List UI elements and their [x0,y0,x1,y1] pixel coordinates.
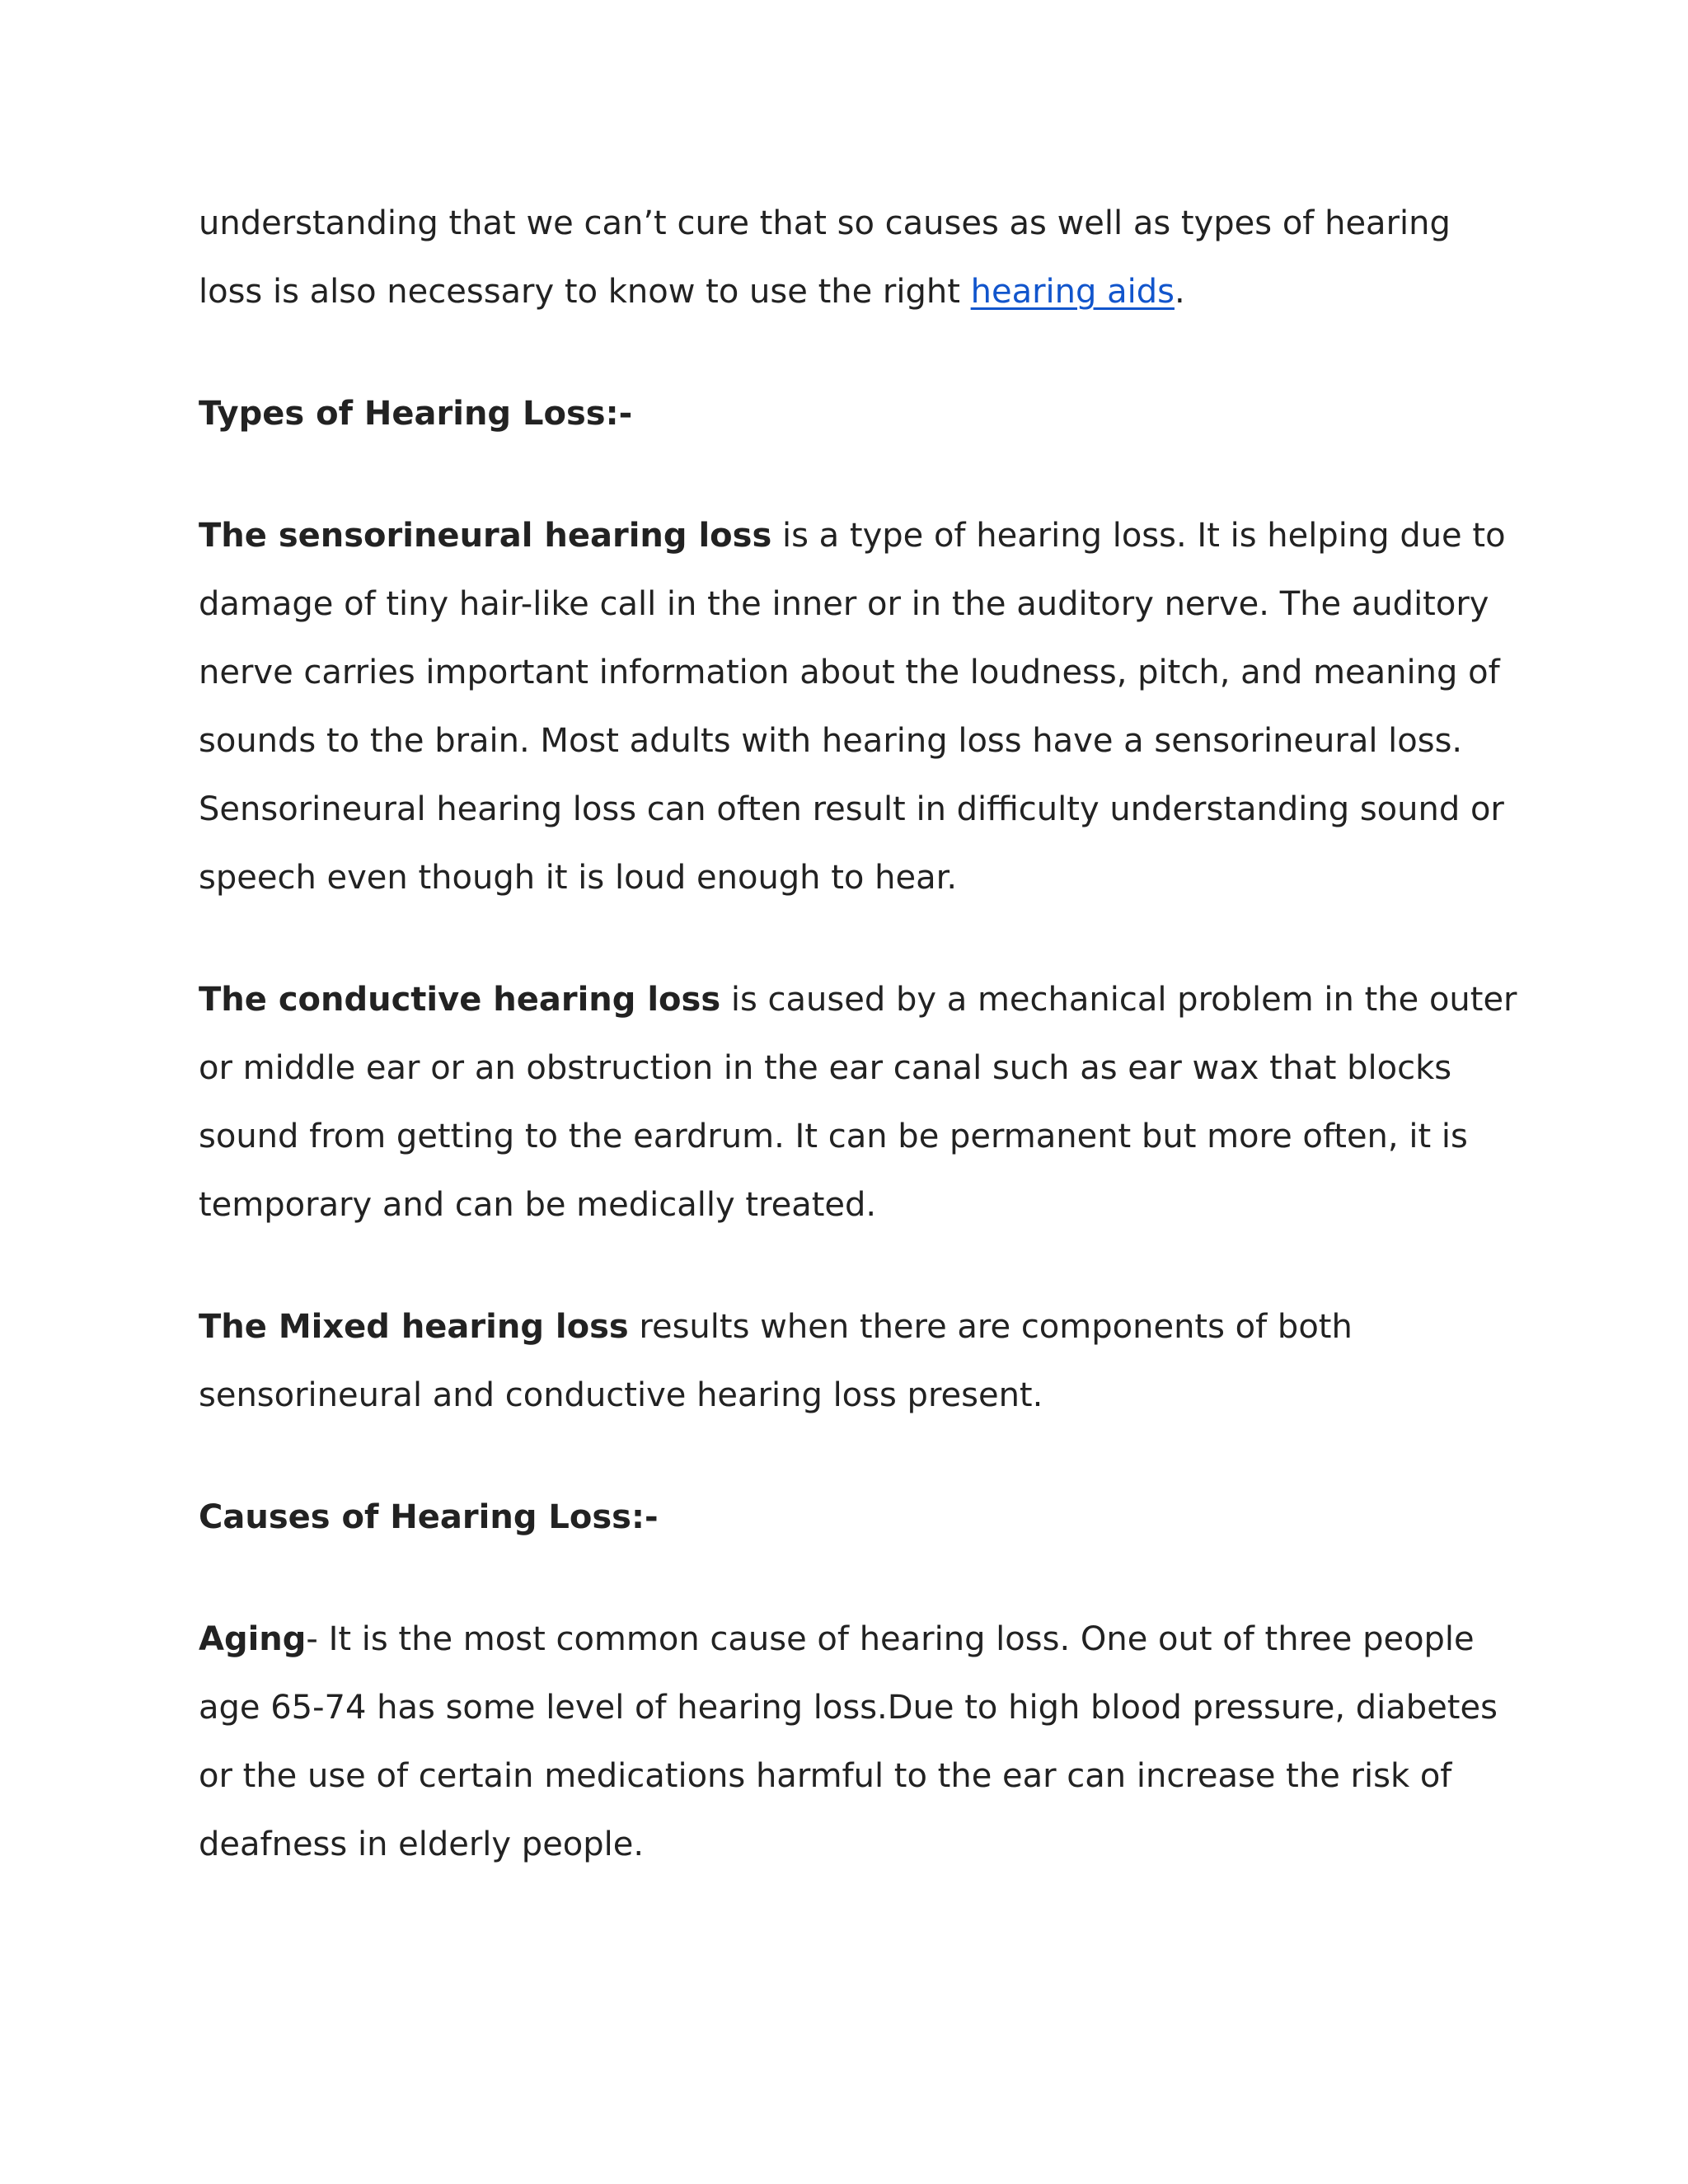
conductive-text: is caused by a mechanical problem in the outer or middle ear or an obstruction in the ear canal such as ear wax that blocks sound from getting to the eardrum. It can be permanent but more often, it is temporary and can be medically treated. [199,981,1517,1224]
intro-text: understanding that we can’t cure that so causes as well as types of hearing loss is also necessary to know to use the right [199,204,1451,311]
mixed-text: results when there are components of both sensorineural and conductive hearing loss present. [199,1308,1353,1414]
mixed-lead: The Mixed hearing loss [199,1308,629,1346]
sensorineural-lead: The sensorineural hearing loss [199,517,772,555]
mixed-paragraph [199,1293,1517,1430]
types-heading: Types of Hearing Loss:- [199,395,633,433]
hearing-aids-link[interactable]: hearing aids [970,273,1175,311]
conductive-lead: The conductive hearing loss [199,981,721,1019]
aging-lead: Aging [199,1620,307,1658]
conductive-paragraph [199,966,1517,1240]
intro-paragraph [199,190,1517,326]
aging-text: - It is the most common cause of hearing loss. One out of three people age 65-74 has some level of hearing loss.Due to high blood pressure, diabetes or the use of certain medications harmful to the ear can increase the risk of deafness in elderly people. [199,1620,1498,1863]
sensorineural-text: is a type of hearing loss. It is helping due to damage of tiny hair-like call in the inner or in the auditory nerve. The auditory nerve carries important information about the loudness, pitch, and meaning of sounds to the brain. Most adults with hearing loss have a sensorineural loss. Sensorineural hearing loss can often result in difficulty understanding sound or speech even though it is loud enough to hear. [199,517,1506,897]
aging-paragraph [199,1605,1517,1879]
document-page [199,190,1517,1933]
causes-heading: Causes of Hearing Loss:- [199,1498,659,1536]
intro-end: . [1174,273,1185,311]
sensorineural-paragraph [199,502,1517,912]
